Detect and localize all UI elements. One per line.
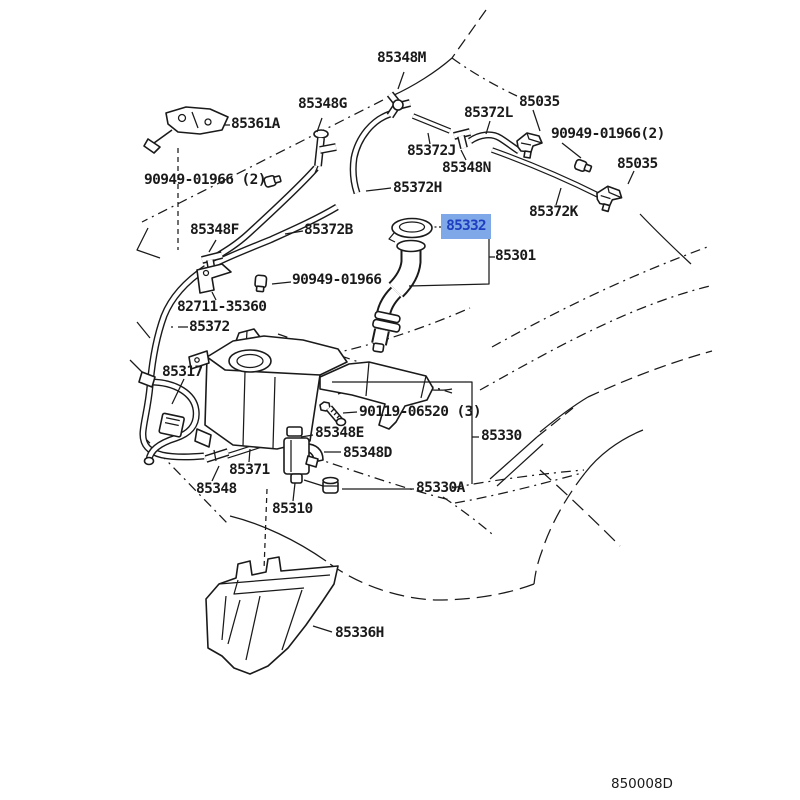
part-label-85035-lower[interactable]: 85035	[617, 156, 658, 172]
part-label-85035-upper[interactable]: 85035	[519, 94, 560, 110]
part-label-85330[interactable]: 85330	[481, 428, 522, 444]
part-label-85361A[interactable]: 85361A	[231, 116, 280, 132]
part-label-90949-01966-left[interactable]: 90949-01966 (2)	[144, 172, 266, 188]
protector-bracket-drawing	[206, 557, 338, 674]
part-label-85336H[interactable]: 85336H	[335, 625, 384, 641]
part-label-85332-highlighted[interactable]: 85332	[441, 214, 491, 239]
part-label-82711-35360[interactable]: 82711-35360	[177, 299, 267, 315]
nozzles-drawing	[517, 133, 623, 213]
part-label-85348G[interactable]: 85348G	[298, 96, 347, 112]
part-label-90119-06520[interactable]: 90119-06520 (3)	[359, 404, 481, 420]
bracket-82711-drawing	[197, 264, 231, 293]
part-label-85372K[interactable]: 85372K	[529, 204, 578, 220]
part-label-85330A[interactable]: 85330A	[416, 480, 465, 496]
part-label-85348N[interactable]: 85348N	[442, 160, 491, 176]
washer-jar-drawing	[189, 329, 433, 449]
part-label-85372J[interactable]: 85372J	[407, 143, 456, 159]
washer-cap-drawing	[389, 219, 432, 243]
part-label-90949-01966-right[interactable]: 90949-01966(2)	[551, 126, 665, 142]
drawing-code: 850008D	[611, 776, 673, 792]
part-label-85310[interactable]: 85310	[272, 501, 313, 517]
part-label-85348F[interactable]: 85348F	[190, 222, 239, 238]
part-label-85372B[interactable]: 85372B	[304, 222, 353, 238]
part-label-85348D[interactable]: 85348D	[343, 445, 392, 461]
part-label-85372[interactable]: 85372	[189, 319, 230, 335]
part-label-90949-01966-center[interactable]: 90949-01966	[292, 272, 382, 288]
part-label-85372L[interactable]: 85372L	[464, 105, 513, 121]
part-label-85317[interactable]: 85317	[162, 364, 203, 380]
part-label-85301[interactable]: 85301	[495, 248, 536, 264]
part-label-85348[interactable]: 85348	[196, 481, 237, 497]
part-label-85372H[interactable]: 85372H	[393, 180, 442, 196]
part-label-85348M[interactable]: 85348M	[377, 50, 426, 66]
part-label-85371[interactable]: 85371	[229, 462, 270, 478]
part-label-85348E[interactable]: 85348E	[315, 425, 364, 441]
bracket-85361a-drawing	[144, 107, 228, 153]
